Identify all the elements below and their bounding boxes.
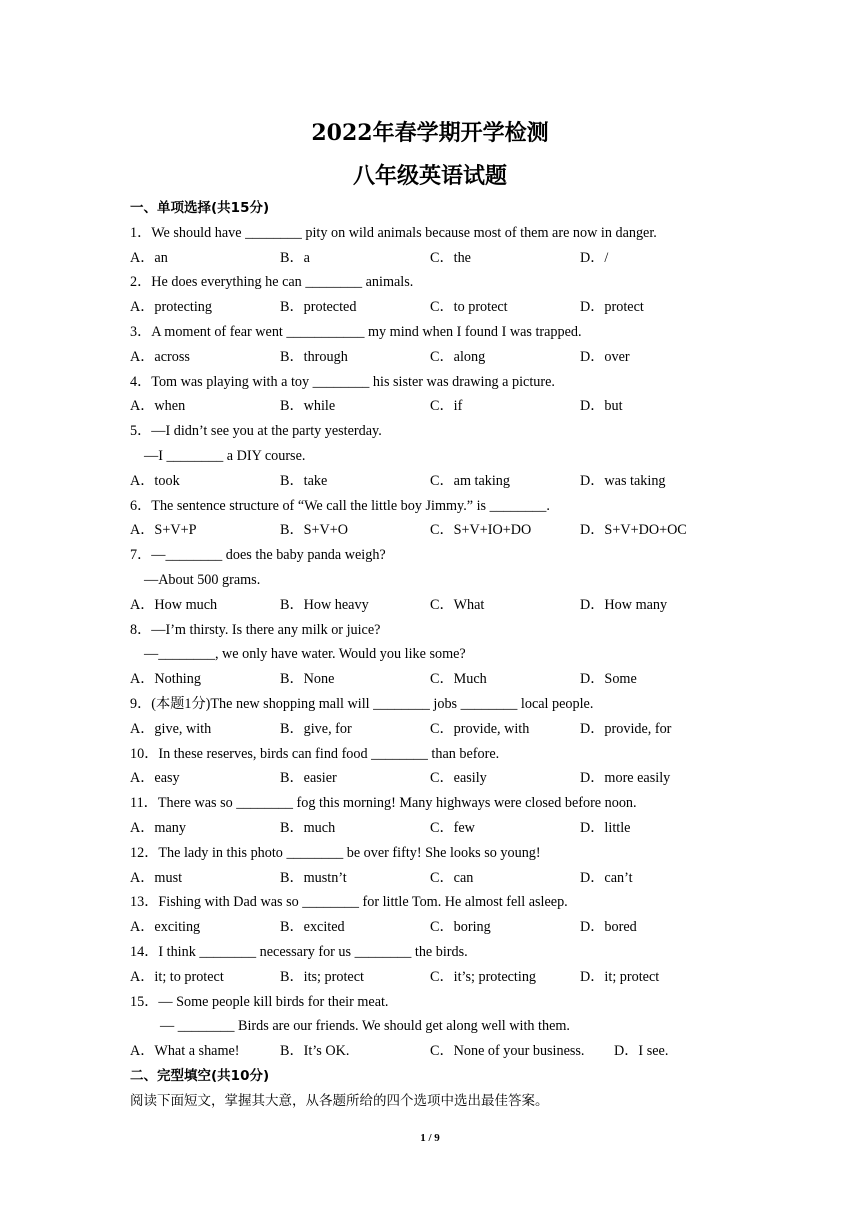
option-d[interactable]: D．more easily — [580, 770, 671, 787]
option-a[interactable]: A．protecting — [130, 299, 212, 316]
option-c[interactable]: C．S+V+IO+DO — [430, 522, 532, 539]
option-c[interactable]: C．None of your business. — [430, 1043, 585, 1060]
option-b[interactable]: B．a — [280, 249, 310, 266]
option-c[interactable]: C．easily — [430, 770, 487, 787]
option-d[interactable]: D．can’t — [580, 869, 633, 886]
options-row — [130, 593, 730, 618]
option-b[interactable]: B．protected — [280, 299, 357, 316]
options-row — [130, 1039, 730, 1064]
question-dialogue-line: — ________ Birds are our friends. We should get along well with them. — [160, 1018, 570, 1035]
options-row — [130, 246, 730, 271]
option-a[interactable]: A．across — [130, 348, 190, 365]
question-stem: 10．In these reserves, birds can find food ________ than before. — [130, 745, 500, 762]
option-a[interactable]: A．it; to protect — [130, 968, 224, 985]
question-stem: 14．I think ________ necessary for us ________ the birds. — [130, 943, 468, 960]
option-d[interactable]: D．protect — [580, 299, 644, 316]
question-list — [130, 221, 730, 1064]
option-b[interactable]: B．mustn’t — [280, 869, 347, 886]
option-b[interactable]: B．It’s OK. — [280, 1043, 350, 1060]
section-heading-cloze: 二、完型填空(共10分) — [130, 1067, 270, 1084]
option-b[interactable]: B．S+V+O — [280, 522, 349, 539]
option-a[interactable]: A．How much — [130, 596, 218, 613]
option-a[interactable]: A．exciting — [130, 919, 201, 936]
option-d[interactable]: D．bored — [580, 919, 637, 936]
option-a[interactable]: A．S+V+P — [130, 522, 197, 539]
question-stem: 11．There was so ________ fog this morning! Many highways were closed before noon. — [130, 795, 637, 812]
options-row — [130, 469, 730, 494]
options-row — [130, 965, 730, 990]
option-a[interactable]: A．What a shame! — [130, 1043, 240, 1060]
option-d[interactable]: D．over — [580, 348, 630, 365]
option-d[interactable]: D．little — [580, 819, 631, 836]
option-a[interactable]: A．must — [130, 869, 183, 886]
option-c[interactable]: C．along — [430, 348, 486, 365]
options-row — [130, 394, 730, 419]
option-c[interactable]: C．What — [430, 596, 485, 613]
question-stem: 9．(本题1分)The new shopping mall will ________ jobs ________ local people. — [130, 695, 594, 712]
option-c[interactable]: C．few — [430, 819, 475, 836]
options-row — [130, 295, 730, 320]
option-d[interactable]: D．but — [580, 398, 623, 415]
section-heading-single-choice: 一、单项选择(共15分) — [130, 200, 270, 216]
option-a[interactable]: A．easy — [130, 770, 180, 787]
option-d[interactable]: D．provide, for — [580, 720, 672, 737]
options-row — [130, 766, 730, 791]
option-c[interactable]: C．if — [430, 398, 463, 415]
question-stem: 8．—I’m thirsty. Is there any milk or juice? — [130, 621, 381, 638]
option-b[interactable]: B．How heavy — [280, 596, 369, 613]
option-b[interactable]: B．much — [280, 819, 336, 836]
option-c[interactable]: C．the — [430, 249, 471, 266]
option-c[interactable]: C．it’s; protecting — [430, 968, 537, 985]
question-stem: 12．The lady in this photo ________ be over fifty! She looks so young! — [130, 844, 541, 861]
option-a[interactable]: A．an — [130, 249, 168, 266]
option-d[interactable]: D．/ — [580, 249, 609, 266]
option-d[interactable]: D．was taking — [580, 472, 666, 489]
option-c[interactable]: C．can — [430, 869, 474, 886]
question-stem: 15．— Some people kill birds for their meat. — [130, 993, 389, 1010]
options-row — [130, 866, 730, 891]
options-row — [130, 915, 730, 940]
option-c[interactable]: C．provide, with — [430, 720, 530, 737]
option-c[interactable]: C．am taking — [430, 472, 510, 489]
question-stem: 5．—I didn’t see you at the party yesterday. — [130, 423, 382, 440]
question-dialogue-line: —About 500 grams. — [144, 571, 261, 588]
page-number: 1 / 9 — [420, 1132, 440, 1144]
option-b[interactable]: B．give, for — [280, 720, 352, 737]
question-stem: 2．He does everything he can ________ animals. — [130, 274, 414, 291]
options-row — [130, 816, 730, 841]
option-a[interactable]: A．give, with — [130, 720, 212, 737]
question-stem: 4．Tom was playing with a toy ________ his sister was drawing a picture. — [130, 373, 555, 390]
option-d[interactable]: D．How many — [580, 596, 668, 613]
exam-subtitle: 八年级英语试题 — [352, 163, 507, 189]
option-d[interactable]: D．S+V+DO+OC — [580, 522, 687, 539]
question-stem: 6．The sentence structure of “We call the little boy Jimmy.” is ________. — [130, 497, 550, 514]
question-stem: 1．We should have ________ pity on wild animals because most of them are now in danger. — [130, 224, 657, 241]
option-a[interactable]: A．many — [130, 819, 186, 836]
options-row — [130, 518, 730, 543]
cloze-instruction: 阅读下面短文，掌握其大意，从各题所给的四个选项中选出最佳答案。 — [130, 1092, 549, 1109]
option-c[interactable]: C．boring — [430, 919, 491, 936]
options-row — [130, 345, 730, 370]
option-b[interactable]: B．its; protect — [280, 968, 364, 985]
question-stem: 3．A moment of fear went ___________ my mind when I found I was trapped. — [130, 323, 582, 340]
option-a[interactable]: A．Nothing — [130, 671, 201, 688]
option-b[interactable]: B．None — [280, 671, 335, 688]
question-dialogue-line: —________, we only have water. Would you like some? — [144, 646, 466, 663]
option-b[interactable]: B．easier — [280, 770, 337, 787]
exam-content — [130, 196, 730, 1113]
option-a[interactable]: A．when — [130, 398, 186, 415]
exam-title: 2022年春学期开学检测 — [311, 120, 549, 146]
question-dialogue-line: —I ________ a DIY course. — [144, 447, 306, 464]
options-row — [130, 667, 730, 692]
option-b[interactable]: B．while — [280, 398, 336, 415]
option-b[interactable]: B．take — [280, 472, 328, 489]
option-d[interactable]: D．it; protect — [580, 968, 660, 985]
question-stem: 7．—________ does the baby panda weigh? — [130, 547, 386, 564]
question-stem: 13．Fishing with Dad was so ________ for little Tom. He almost fell asleep. — [130, 894, 568, 911]
option-d[interactable]: D．Some — [580, 671, 637, 688]
option-b[interactable]: B．through — [280, 348, 348, 365]
option-a[interactable]: A．took — [130, 472, 180, 489]
option-c[interactable]: C．Much — [430, 671, 487, 688]
option-c[interactable]: C．to protect — [430, 299, 508, 316]
option-d[interactable]: D．I see. — [614, 1043, 669, 1060]
option-b[interactable]: B．excited — [280, 919, 345, 936]
options-row — [130, 717, 730, 742]
